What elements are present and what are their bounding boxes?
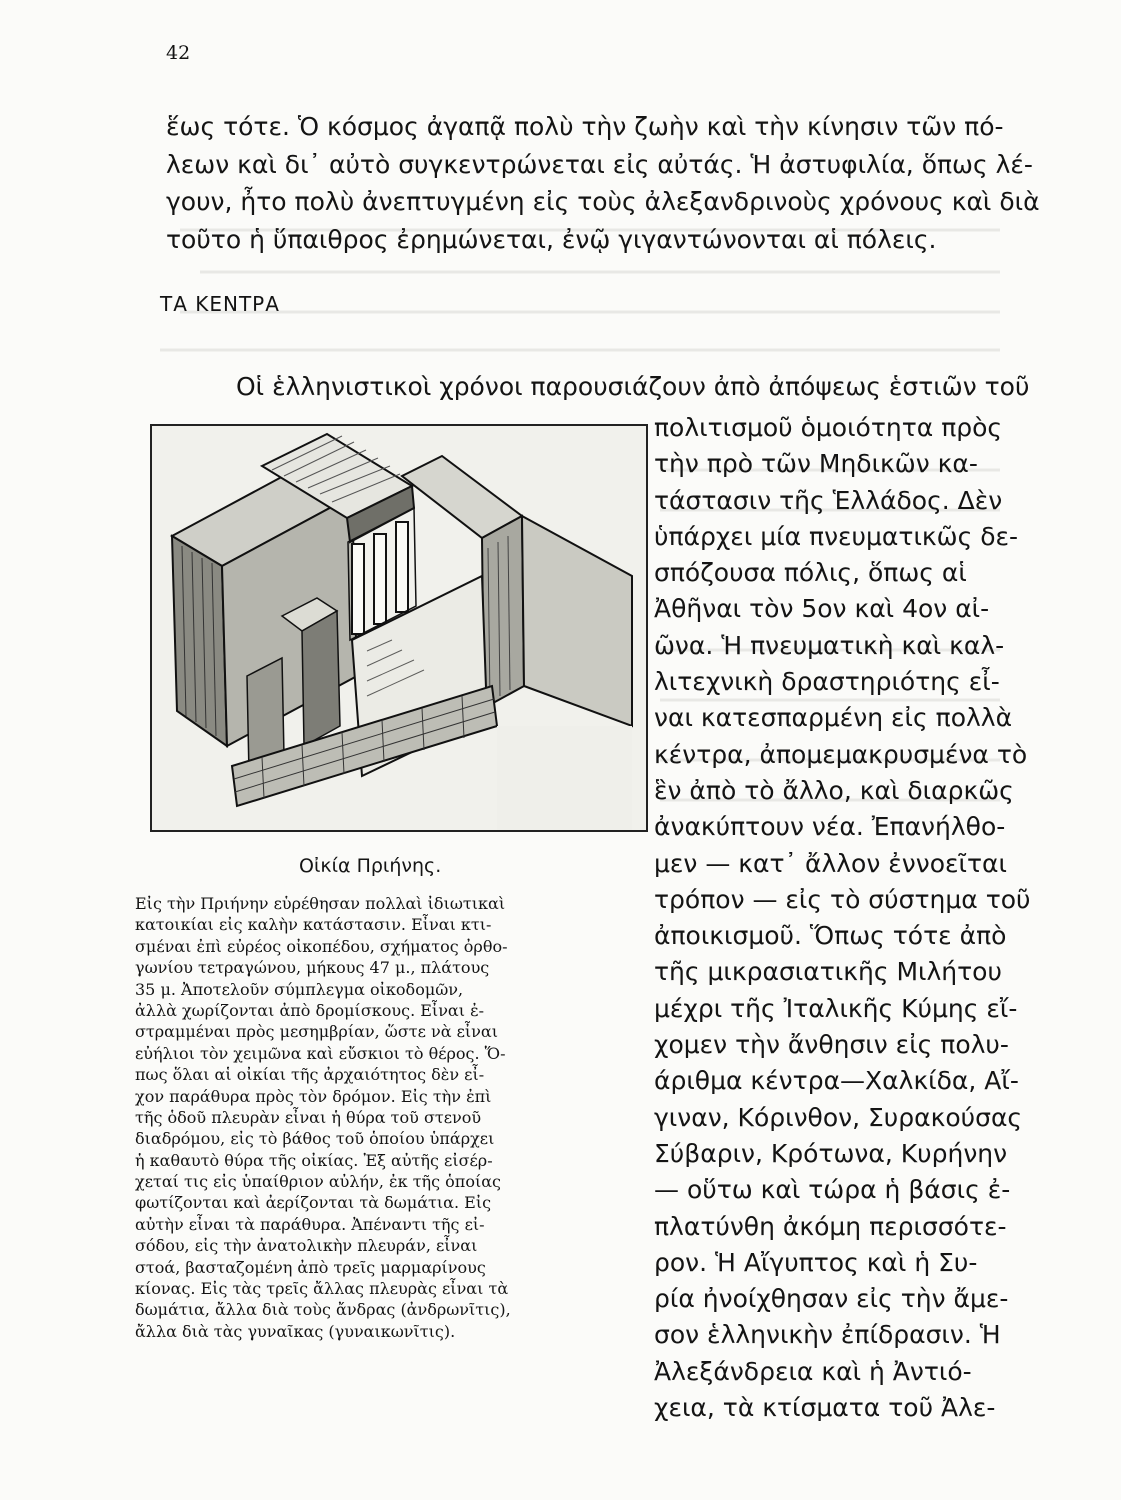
note-line: στραμμέναι πρὸς μεσημβρίαν, ὥστε νὰ εἶναι (135, 1022, 498, 1042)
note-line: εὐήλιοι τὸν χειμῶνα καὶ εὔσκιοι τὸ θέρος. Ὅ- (135, 1043, 506, 1063)
body-line: λιτεχνικὴ δραστηριότης εἶ- (654, 667, 1000, 697)
body-line: ἀποικισμοῦ. Ὅπως τότε ἀπὸ (654, 921, 1007, 951)
note-line: τῆς ὁδοῦ πλευρὰν εἶναι ἡ θύρα τοῦ στενοῦ (135, 1107, 482, 1127)
body-line: σον ἑλληνικὴν ἐπίδρασιν. Ἡ (654, 1320, 1001, 1350)
note-line: στοά, βασταζομένη ἀπὸ τρεῖς μαρμαρίνους (135, 1257, 486, 1277)
note-line: γωνίου τετραγώνου, μήκους 47 μ., πλάτους (135, 958, 490, 978)
body-line: χεια, τὰ κτίσματα τοῦ Ἀλε- (654, 1393, 996, 1423)
body-line: ρία ἠνοίχθησαν εἰς τὴν ἄμε- (654, 1284, 1009, 1314)
intro-line: τοῦτο ἡ ὕπαιθρος ἐρημώνεται, ἐνῷ γιγαντώνονται αἱ πόλεις. (166, 224, 937, 254)
section-heading: ΤΑ ΚΕΝΤΡΑ (160, 292, 280, 316)
house-of-priene-illustration (152, 426, 646, 830)
body-line: μεν — κατ᾿ ἄλλον ἐννοεῖται (654, 848, 1007, 878)
intro-line: γουν, ἦτο πολὺ ἀνεπτυγμένη εἰς τοὺς ἀλεξανδρινοὺς χρόνους καὶ διὰ (166, 187, 1040, 216)
note-line: Εἰς τὴν Πριήνην εὑρέθησαν πολλαὶ ἰδιωτικαὶ (135, 894, 506, 913)
note-line: σμέναι ἐπὶ εὐρέος οἰκοπέδου, σχήματος ὀρθο- (135, 936, 508, 956)
note-line: ἡ καθαυτὸ θύρα τῆς οἰκίας. Ἐξ αὐτῆς εἰσέρ- (135, 1150, 493, 1170)
body-line: τάστασιν τῆς Ἑλλάδος. Δὲν (654, 485, 1003, 515)
body-line: πλατύνθη ἀκόμη περισσότε- (654, 1211, 1007, 1241)
note-line: κίονας. Εἰς τὰς τρεῖς ἄλλας πλευρὰς εἶναι τὰ (135, 1279, 509, 1299)
intro-paragraph (166, 108, 1040, 258)
body-line: άριθμα κέντρα—Χαλκίδα, Αἴ- (654, 1066, 1019, 1096)
body-line: — οὕτω καὶ τώρα ἡ βάσις ἐ- (654, 1175, 1011, 1205)
figure-caption: Οἰκία Πριήνης. (299, 855, 442, 877)
note-line: δωμάτια, ἄλλα διὰ τοὺς ἄνδρας (ἀνδρωνῖτις), (135, 1300, 511, 1320)
note-line: αὐτὴν εἶναι τὰ παράθυρα. Ἀπέναντι τῆς εἰ- (135, 1214, 485, 1234)
intro-line: λεων καὶ δι᾿ αὐτὸ συγκεντρώνεται εἰς αὐτάς. Ἡ ἀστυφιλία, ὅπως λέ- (166, 149, 1033, 179)
note-line: 35 μ. Ἀποτελοῦν σύμπλεγμα οἰκοδομῶν, (135, 979, 464, 999)
note-line: κατοικίαι εἰς καλὴν κατάστασιν. Εἶναι κτι- (135, 915, 492, 935)
body-line: τρόπον — εἰς τὸ σύστημα τοῦ (654, 884, 1031, 914)
note-line: διαδρόμου, εἰς τὸ βάθος τοῦ ὁποίου ὑπάρχει (135, 1129, 495, 1149)
note-line: πως ὅλαι αἱ οἰκίαι τῆς ἀρχαιότητος δὲν εἶ- (135, 1065, 485, 1085)
body-line: Ἀλεξάνδρεια καὶ ἡ Ἀντιό- (654, 1356, 972, 1386)
note-line: χεταί τις εἰς ὑπαίθριον αὐλήν, ἐκ τῆς ὁποίας (135, 1172, 501, 1192)
note-line: ἄλλα διὰ τὰς γυναῖκας (γυναικωνῖτις). (135, 1321, 456, 1341)
note-line: ἀλλὰ χωρίζονται ἀπὸ δρομίσκους. Εἶναι ἐ- (135, 1000, 485, 1020)
note-line: χον παράθυρα πρὸς τὸν δρόμον. Εἰς τὴν ἐπὶ (135, 1086, 492, 1106)
figure-notes (135, 893, 635, 1342)
body-line: μέχρι τῆς Ἰταλικῆς Κύμης εἴ- (654, 993, 1018, 1023)
body-line: ἀνακύπτουν νέα. Ἐπανήλθο- (654, 812, 1006, 842)
body-line: ναι κατεσπαρμένη εἰς πολλὰ (654, 703, 1013, 733)
page-number: 42 (166, 42, 191, 64)
body-line: ῶνα. Ἡ πνευματικὴ καὶ καλ- (654, 630, 1005, 660)
body-column (654, 410, 1034, 1426)
body-line: χομεν τὴν ἄνθησιν εἰς πολυ- (654, 1030, 1009, 1060)
body-line: Σύβαριν, Κρότωνα, Κυρήνην (654, 1138, 1008, 1168)
body-line: τῆς μικρασιατικῆς Μιλήτου (654, 957, 1002, 987)
note-line: φωτίζονται καὶ ἀερίζονται τὰ δωμάτια. Εἰς (135, 1193, 492, 1213)
body-line: ρον. Ἡ Αἴγυπτος καὶ ἡ Συ- (654, 1247, 978, 1277)
body-line: Ἀθῆναι τὸν 5ον καὶ 4ον αἰ- (654, 594, 990, 624)
body-line: πολιτισμοῦ ὁμοιότητα πρὸς (654, 413, 1003, 442)
body-line: τὴν πρὸ τῶν Μηδικῶν κα- (654, 449, 978, 479)
body-line: γιναν, Κόρινθον, Συρακούσας (654, 1102, 1023, 1132)
body-lead-line: Οἱ ἑλληνιστικοὶ χρόνοι παρουσιάζουν ἀπὸ ἀπόψεως ἑστιῶν τοῦ (236, 372, 1030, 401)
body-line: ὑπάρχει μία πνευματικῶς δε- (654, 521, 1019, 551)
body-line: κέντρα, ἀπομεμακρυσμένα τὸ (654, 739, 1028, 769)
intro-line: ἕως τότε. Ὁ κόσμος ἀγαπᾷ πολὺ τὴν ζωὴν καὶ τὴν κίνησιν τῶν πό- (166, 112, 1004, 141)
note-line: σόδου, εἰς τὴν ἀνατολικὴν πλευράν, εἶναι (135, 1236, 478, 1256)
body-line: σπόζουσα πόλις, ὅπως αἱ (654, 558, 967, 588)
house-illustration-frame (150, 424, 648, 832)
body-line: ἓν ἀπὸ τὸ ἄλλο, καὶ διαρκῶς (654, 775, 1014, 805)
